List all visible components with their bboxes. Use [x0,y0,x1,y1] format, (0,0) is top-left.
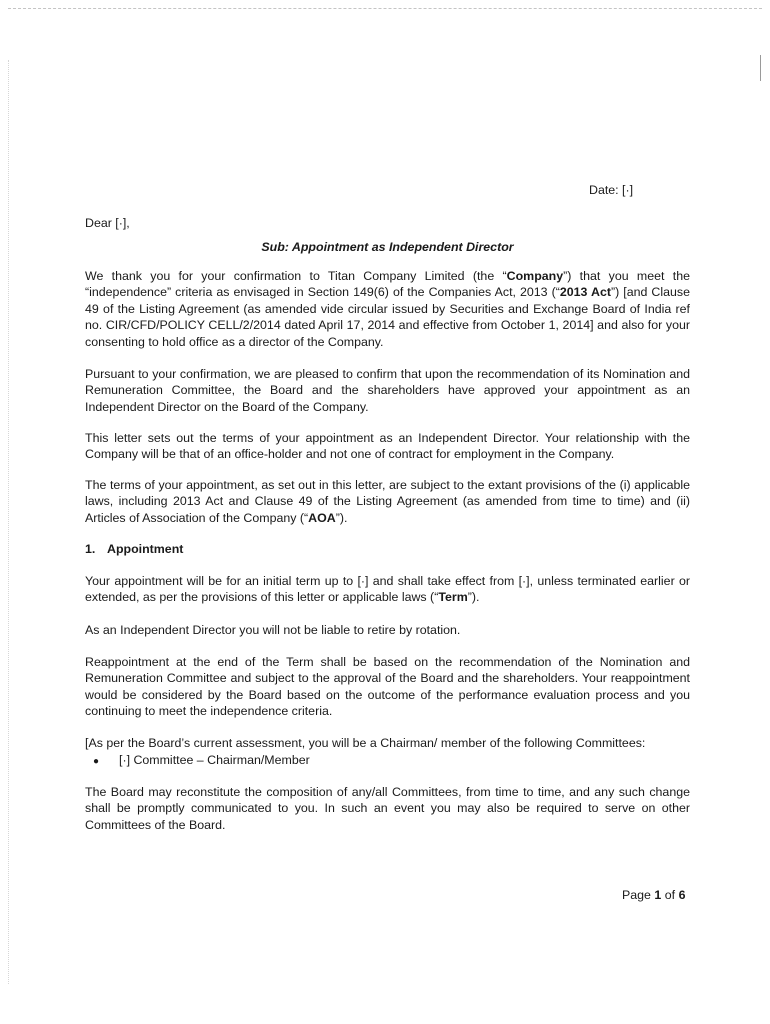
subject-text: Sub: Appointment as Independent Director [261,240,514,254]
paragraph-terms [85,430,690,463]
defined-term-2013-act: 2013 Act [559,285,611,300]
defined-term-aoa: AOA [308,510,336,525]
para4-text-a: The terms of your appointment, as set out in this letter, are subject to the extant provisions of the (i) applicable laws, including 2013 Act and Clause 49 of the Listing Agreement (as amended from time to time) and (ii) Articles of Association of the Company (“ [85,478,690,525]
paragraph-provisions [85,477,690,526]
paragraph-committees-intro [85,735,690,751]
para1-text-e: ”) [and Clause 49 of the Listing Agreement (as amended vide circular issued by Securities and Exchange Board of India ref no. CIR/CFD/POLICY CELL/2/2014 dated April 17, 2014 and effective from October 1, 2014] and also for your consenting to hold office as a director of the Company. [85,285,691,349]
salutation: Dear [·], [85,216,130,230]
page-number [622,887,685,903]
paragraph-term [85,573,690,606]
page-label: Page [622,888,651,902]
para8-text: [As per the Board’s current assessment, you will be a Chairman/ member of the following Committees: [85,736,646,750]
list-item [93,752,310,770]
para7-text: Reappointment at the end of the Term shall be based on the recommendation of the Nomination and Remuneration Committee and subject to the approval of the Board and the shareholders. Your reappointment would be considered by the Board based on the outcome of the performance evaluation process and you continuing to meet the independence criteria. [85,655,690,719]
paragraph-reappointment [85,654,690,720]
para6-text: As an Independent Director you will not be liable to retire by rotation. [85,623,461,637]
para3-text: This letter sets out the terms of your appointment as an Independent Director. Your relationship with the Company will be that of an office-holder and not one of contract for employment in the Company. [85,431,690,462]
date-line: Date: [·] [589,183,634,197]
scan-edge-left [8,60,9,984]
para4-text-c: ”). [335,510,348,525]
paragraph-rotation [85,622,690,638]
para2-text: Pursuant to your confirmation, we are pleased to confirm that upon the recommendation of its Nomination and Remuneration Committee, the Board and the shareholders have approved your appointment as an Independent Director on the Board of the Company. [85,367,690,414]
para5-text-a: Your appointment will be for an initial term up to [·] and shall take effect from [·], unless terminated earlier or extended, as per the provisions of this letter or applicable laws (“ [85,574,690,605]
paragraph-confirmation [85,268,690,350]
section-title: Appointment [107,542,184,556]
para9-text: The Board may reconstitute the composition of any/all Committees, from time to time, and any such change shall be promptly communicated to you. In such an event you may also be required to serve on other Committees of the Board. [85,785,690,832]
scan-mark-right [760,55,761,81]
para5-text-c: ”). [467,590,480,605]
bullet-icon: ● [93,756,100,767]
paragraph-reconstitute [85,784,690,833]
page-total: 6 [678,888,686,902]
defined-term-term: Term [438,590,468,605]
para1-text-a: We thank you for your confirmation to Titan Company Limited (the “ [85,269,507,283]
page-of-label: of [664,888,676,902]
para1-text-c: ”) that you meet the “independence” criteria as envisaged in Section 149(6) of the Companies Act, 2013 (“ [85,269,690,300]
scan-edge-top [8,8,762,9]
section-number: 1. [85,542,96,556]
subject-line [0,239,770,255]
page-current: 1 [654,888,662,902]
bullet-text: [·] Committee – Chairman/Member [119,753,310,767]
defined-term-company: Company [506,269,564,283]
section-heading-appointment [85,541,183,557]
paragraph-pursuant [85,366,690,415]
